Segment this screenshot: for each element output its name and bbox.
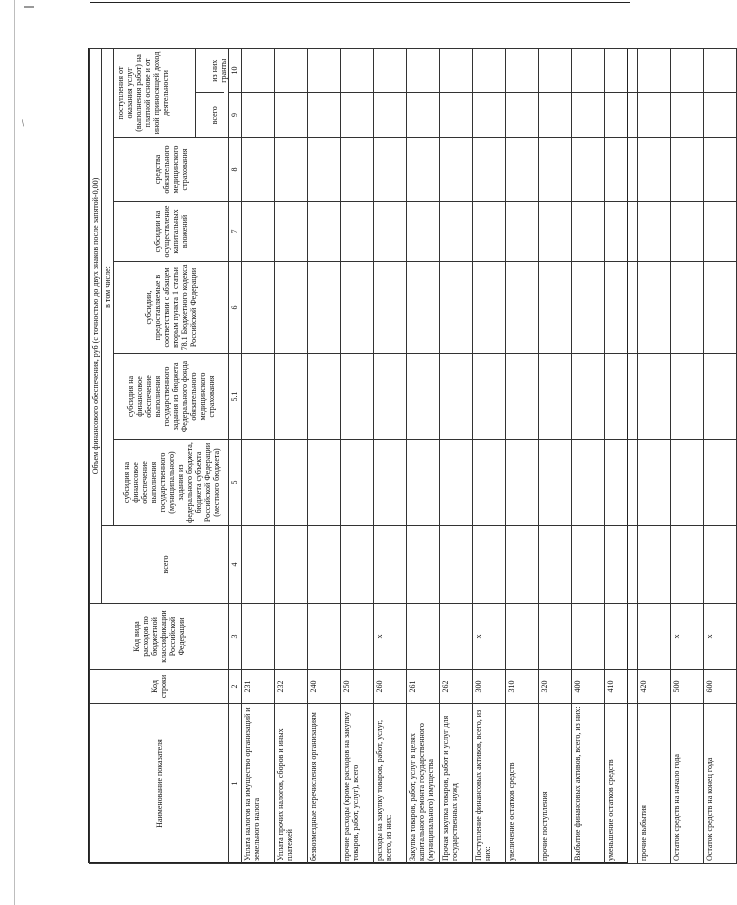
value-cell [341,526,374,604]
header-budget-code: Код вида расходов по бюджетной классификации Российской Федерации [90,604,229,670]
value-cell [539,93,572,138]
row-label: прочие расходы (кроме расходов на закупку товаров, работ, услуг), всего [341,704,374,864]
value-cell [440,138,473,202]
header-total: всего [102,526,229,604]
value-cell [407,202,440,262]
header-col9-group [114,48,229,137]
row-label: Остаток средств на начало года [671,704,704,864]
value-cell [407,440,440,526]
row-label: Прочая закупка товаров, работ и услуг для государственных нужд [440,704,473,864]
scan-edge-line [14,0,15,905]
column-number-row [229,48,242,863]
value-cell [572,138,605,202]
row-code: 310 [506,670,539,704]
value-cell [275,48,308,92]
header-row-code: Код строки [90,670,229,704]
row-code: 240 [308,670,341,704]
value-cell [671,48,704,92]
corner-tick-mark: / [19,118,28,129]
value-cell [539,526,572,604]
value-cell [473,138,506,202]
col-number: 5.1 [229,354,242,440]
row-budget-code [605,604,638,670]
value-cell [572,48,605,92]
value-cell [374,262,407,354]
col-number: 1 [229,704,242,864]
value-cell [539,48,572,92]
value-cell [704,262,737,354]
row-budget-code: x [374,604,407,670]
row-label: безвозмездные перечисления организациям [308,704,341,864]
value-cell [704,440,737,526]
value-cell [605,202,638,262]
col-number: 2 [229,670,242,704]
value-cell [407,138,440,202]
header-col6: субсидии, предоставляемые в соответствии с абзацем вторым пункта 1 статьи 78.1 Бюджетного кодекса Российской Федерации [114,262,229,354]
table-row [473,48,506,863]
value-cell [440,93,473,138]
value-cell [638,354,671,440]
table-row [638,48,671,863]
value-cell [539,354,572,440]
row-code: 262 [440,670,473,704]
value-cell [341,48,374,92]
value-cell [638,48,671,92]
value-cell [341,93,374,138]
value-cell [275,262,308,354]
value-cell [407,48,440,92]
col-number: 4 [229,526,242,604]
value-cell [407,262,440,354]
header-col8: средства обязательного медицинского страхования [114,138,229,202]
row-budget-code [572,604,605,670]
row-label: увеличение остатков средств [506,704,539,864]
row-label: Поступление финансовых активов, всего, из них: [473,704,506,864]
row-code: 231 [242,670,275,704]
value-cell [539,202,572,262]
value-cell [440,440,473,526]
value-cell [671,526,704,604]
row-code: 261 [407,670,440,704]
value-cell [638,262,671,354]
table-row [605,48,638,863]
value-cell [341,262,374,354]
value-cell [242,48,275,92]
value-cell [572,440,605,526]
value-cell [605,93,638,138]
table-row [506,48,539,863]
value-cell [242,526,275,604]
value-cell [308,48,341,92]
financial-table [89,48,737,864]
value-cell [638,440,671,526]
table-row [671,48,704,863]
row-budget-code [638,604,671,670]
value-cell [473,262,506,354]
value-cell [275,440,308,526]
row-code: 232 [275,670,308,704]
table-row [440,48,473,863]
row-label: Выбытие финансовых активов, всего, из них: [572,704,605,864]
col-number: 5 [229,440,242,526]
value-cell [341,440,374,526]
value-cell [374,48,407,92]
value-cell [506,48,539,92]
table-row [275,48,308,863]
value-cell [308,93,341,138]
value-cell [671,202,704,262]
value-cell [275,138,308,202]
header-col10: из них гранты [210,58,228,83]
value-cell [638,526,671,604]
row-budget-code [440,604,473,670]
row-code: 320 [539,670,572,704]
value-cell [440,354,473,440]
value-cell [308,202,341,262]
value-cell [506,262,539,354]
table-row [308,48,341,863]
row-label: Уплата налогов на имущество организаций и земельного налога [242,704,275,864]
table-row [704,48,737,863]
value-cell [506,138,539,202]
value-cell [440,262,473,354]
value-cell [572,262,605,354]
value-cell [308,526,341,604]
value-cell [242,262,275,354]
table-subtitle: в том числе: [102,48,114,525]
row-label: Остаток средств на конец года [704,704,737,864]
row-code: 500 [671,670,704,704]
value-cell [341,354,374,440]
value-cell [473,202,506,262]
value-cell [440,202,473,262]
table-title: Объем финансового обеспечения, руб (с точностью до двух знаков после запятой-0,00) [90,48,102,603]
value-cell [407,526,440,604]
value-cell [671,440,704,526]
value-cell [242,93,275,138]
row-budget-code [407,604,440,670]
row-budget-code [506,604,539,670]
col-number: 9 [229,93,242,138]
value-cell [572,202,605,262]
value-cell [605,138,638,202]
table-row [407,48,440,863]
value-cell [539,440,572,526]
header-col9: всего [196,92,224,137]
table-row [242,48,275,863]
value-cell [374,354,407,440]
row-code: 260 [374,670,407,704]
value-cell [473,354,506,440]
header-col9-group-label: поступления от оказания услуг (выполнения работ) на платной основе и от иной приносящей доход деятельности [114,49,196,137]
row-budget-code [539,604,572,670]
value-cell [407,93,440,138]
value-cell [275,354,308,440]
top-rule [90,2,630,3]
value-cell [605,262,638,354]
row-budget-code: x [704,604,737,670]
value-cell [572,93,605,138]
value-cell [671,262,704,354]
value-cell [506,93,539,138]
scan-mark [24,6,34,8]
value-cell [671,354,704,440]
value-cell [605,48,638,92]
value-cell [341,138,374,202]
value-cell [341,202,374,262]
value-cell [638,202,671,262]
value-cell [704,354,737,440]
value-cell [704,202,737,262]
value-cell [506,202,539,262]
value-cell [638,138,671,202]
header-col5: субсидия на финансовое обеспечение выполнения государственного (муниципального) задания из федерального бюджета, бюджета субъекта Российской Федерации (местного бюджета) [114,440,229,526]
row-budget-code: x [473,604,506,670]
row-label: уменьшение остатков средств [605,704,638,864]
value-cell [473,440,506,526]
row-budget-code [341,604,374,670]
col-number: 3 [229,604,242,670]
value-cell [308,138,341,202]
value-cell [704,138,737,202]
value-cell [374,526,407,604]
value-cell [308,262,341,354]
row-budget-code [275,604,308,670]
row-code: 420 [638,670,671,704]
row-code: 410 [605,670,638,704]
value-cell [308,354,341,440]
value-cell [539,262,572,354]
value-cell [374,440,407,526]
value-cell [572,354,605,440]
value-cell [572,526,605,604]
value-cell [506,526,539,604]
value-cell [704,48,737,92]
value-cell [275,93,308,138]
table-row [539,48,572,863]
value-cell [671,93,704,138]
row-code: 600 [704,670,737,704]
value-cell [242,202,275,262]
value-cell [440,48,473,92]
row-label: расходы на закупку товаров, работ, услуг, всего, из них: [374,704,407,864]
value-cell [539,138,572,202]
value-cell [308,440,341,526]
col-number: 8 [229,138,242,202]
row-label: Закупка товаров, работ, услуг в целях капитального ремонта государственного (муниципального) имущества [407,704,440,864]
value-cell [473,526,506,604]
value-cell [242,138,275,202]
value-cell [407,354,440,440]
value-cell [671,138,704,202]
value-cell [473,93,506,138]
header-indicator: Наименование показателя [90,704,229,864]
row-budget-code [242,604,275,670]
col-number: 7 [229,202,242,262]
value-cell [605,354,638,440]
row-code: 300 [473,670,506,704]
table-row [572,48,605,863]
row-label: Уплата прочих налогов, сборов и иных платежей [275,704,308,864]
col-number: 6 [229,262,242,354]
table-row [374,48,407,863]
value-cell [242,354,275,440]
value-cell [506,440,539,526]
rotated-table-sheet [89,49,714,864]
value-cell [374,138,407,202]
document-page [88,48,714,863]
table-row [341,48,374,863]
row-budget-code: x [671,604,704,670]
row-code: 400 [572,670,605,704]
row-code: 250 [341,670,374,704]
value-cell [275,526,308,604]
value-cell [605,440,638,526]
value-cell [704,93,737,138]
value-cell [275,202,308,262]
value-cell [242,440,275,526]
value-cell [473,48,506,92]
value-cell [374,202,407,262]
value-cell [440,526,473,604]
value-cell [704,526,737,604]
value-cell [605,526,638,604]
value-cell [638,93,671,138]
value-cell [506,354,539,440]
row-label: прочие поступления [539,704,572,864]
value-cell [374,93,407,138]
row-label: прочие выбытия [638,704,671,864]
col-number: 10 [229,48,242,92]
header-col51: субсидия на финансовое обеспечение выполнения государственного задания из бюджета Федерального фонда обязательного медицинского страхования [114,354,229,440]
row-budget-code [308,604,341,670]
header-col7: субсидии на осуществление капитальных вложений [114,202,229,262]
